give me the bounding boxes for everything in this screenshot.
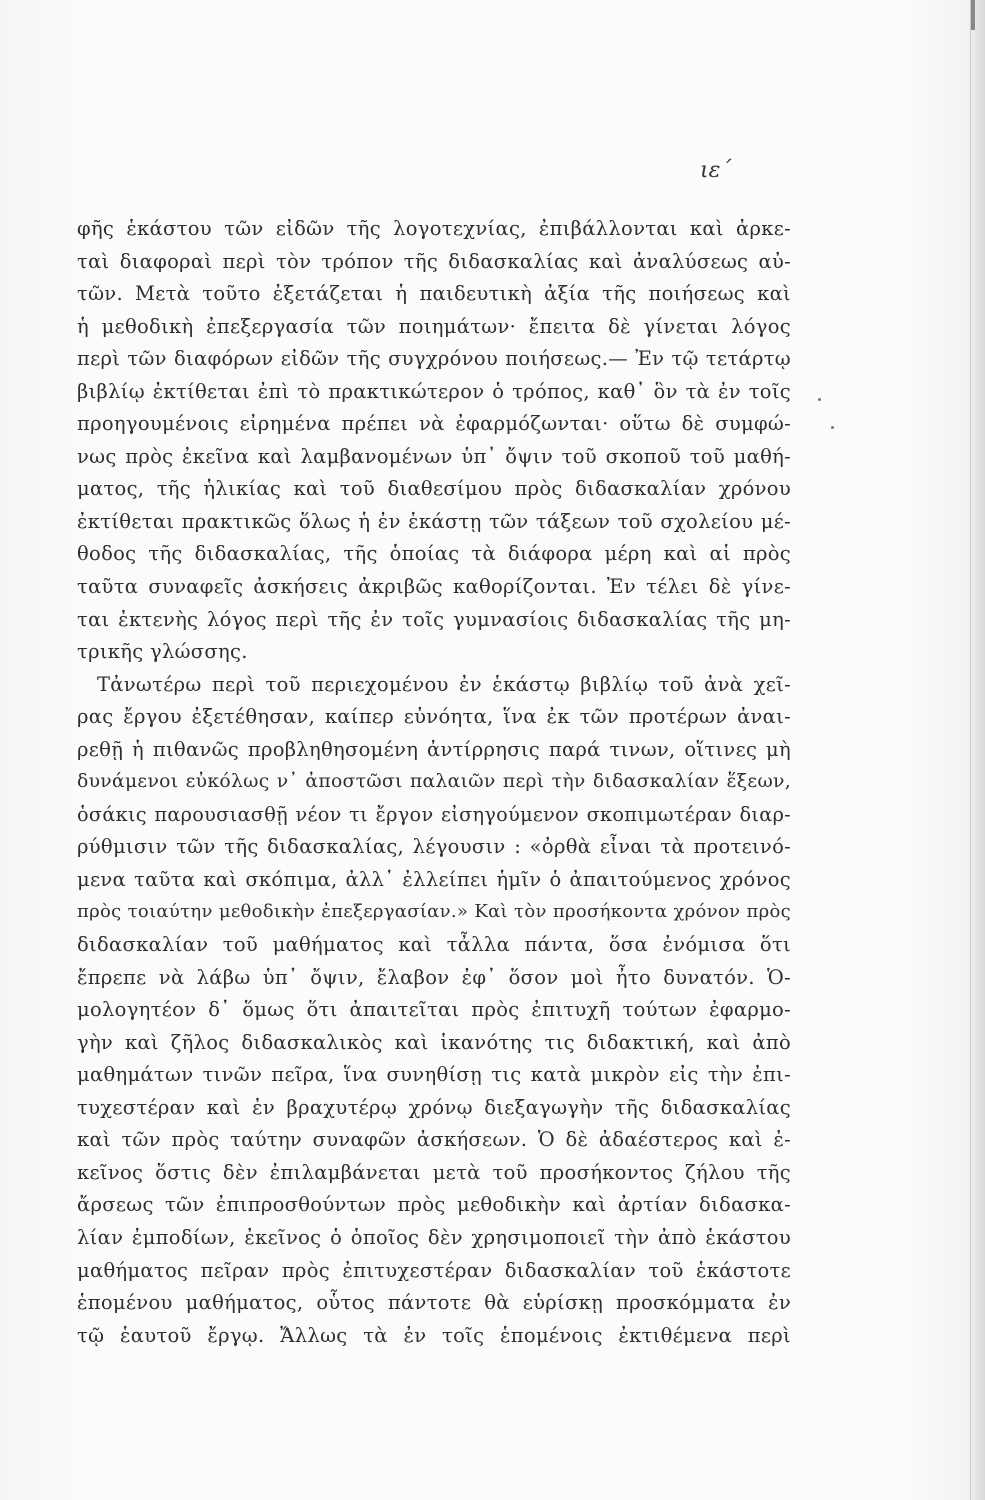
margin-speck [831,426,834,429]
text-line: τῷ ἑαυτοῦ ἔργῳ. Ἄλλως τὰ ἐν τοῖς ἑπομένοις ἐκτιθέμενα περὶ [77,1323,791,1347]
page-edge-line [970,0,971,1500]
body-text [77,213,791,1352]
text-line: καὶ τῶν πρὸς ταύτην συναφῶν ἀσκήσεων. Ὁ δὲ ἀδαέστερος καὶ ἐ- [77,1128,791,1152]
text-line: ἑπομένου μαθήματος, οὗτος πάντοτε θὰ εὑρίσκῃ προσκόμματα ἐν [77,1291,791,1315]
text-line: διδασκαλίαν τοῦ μαθήματος καὶ τἆλλα πάντα, ὅσα ἐνόμισα ὅτι [77,933,791,957]
text-line: μενα ταῦτα καὶ σκόπιμα, ἀλλ᾽ ἐλλείπει ἡμῖν ὁ ἀπαιτούμενος χρόνος [77,867,791,891]
text-line: μολογητέον δ᾽ ὅμως ὅτι ἀπαιτεῖται πρὸς ἐπιτυχῆ τούτων ἐφαρμο- [77,998,791,1022]
margin-speck [818,398,821,401]
text-line: τυχεστέραν καὶ ἐν βραχυτέρῳ χρόνῳ διεξαγωγὴν τῆς διδασκαλίας [77,1095,791,1119]
text-line: πρὸς τοιαύτην μεθοδικὴν ἐπεξεργασίαν.» Καὶ τὸν προσήκοντα χρόνον πρὸς [77,901,791,923]
text-line: ἔπρεπε νὰ λάβω ὑπ᾽ ὄψιν, ἔλαβον ἐφ᾽ ὅσον μοὶ ἦτο δυνατόν. Ὁ- [77,965,791,989]
paragraph-1 [77,213,791,669]
text-line: νως πρὸς ἐκεῖνα καὶ λαμβανομένων ὑπ᾽ ὄψιν τοῦ σκοποῦ τοῦ μαθή- [77,444,791,468]
text-line: λίαν ἐμποδίων, ἐκεῖνος ὁ ὁποῖος δὲν χρησιμοποιεῖ τὴν ἀπὸ ἑκάστου [77,1225,791,1249]
text-line: ταὶ διαφοραὶ περὶ τὸν τρόπον τῆς διδασκαλίας καὶ ἀναλύσεως αὐ- [77,249,791,273]
text-line: θοδος τῆς διδασκαλίας, τῆς ὁποίας τὰ διάφορα μέρη καὶ αἱ πρὸς [77,542,791,566]
text-line: ὁσάκις παρουσιασθῇ νέον τι ἔργον εἰσηγούμενον σκοπιμωτέραν διαρ- [77,802,791,826]
text-line: ματος, τῆς ἡλικίας καὶ τοῦ διαθεσίμου πρὸς διδασκαλίαν χρόνου [77,477,791,501]
text-line: γὴν καὶ ζῆλος διδασκαλικὸς καὶ ἱκανότης τις διδακτική, καὶ ἀπὸ [77,1030,791,1054]
page-edge [969,0,985,1500]
text-line: δυνάμενοι εὐκόλως ν᾽ ἀποστῶσι παλαιῶν περὶ τὴν διδασκαλίαν ἕξεων, [77,771,791,793]
text-line: ἡ μεθοδικὴ ἐπεξεργασία τῶν ποιημάτων· ἔπειτα δὲ γίνεται λόγος [77,314,791,338]
text-line: Τἀνωτέρω περὶ τοῦ περιεχομένου ἐν ἑκάστῳ βιβλίῳ τοῦ ἀνὰ χεῖ- [97,672,791,696]
paragraph-2 [77,669,791,1352]
text-line: μαθημάτων τινῶν πεῖρα, ἵνα συνηθίσῃ τις κατὰ μικρὸν εἰς τὴν ἐπι- [77,1063,791,1087]
text-line: βιβλίῳ ἐκτίθεται ἐπὶ τὸ πρακτικώτερον ὁ τρόπος, καθ᾽ ὃν τὰ ἐν τοῖς [77,379,791,403]
text-line: φῆς ἑκάστου τῶν εἰδῶν τῆς λογοτεχνίας, ἐπιβάλλονται καὶ ἀρκε- [77,217,791,240]
text-line: ταῦτα συναφεῖς ἀσκήσεις ἀκριβῶς καθορίζονται. Ἐν τέλει δὲ γίνε- [77,575,791,599]
text-line: ρεθῇ ἡ πιθανῶς προβληθησομένη ἀντίρρησις παρά τινων, οἵτινες μὴ [77,737,791,761]
text-line: ρύθμισιν τῶν τῆς διδασκαλίας, λέγουσιν : «ὀρθὰ εἶναι τὰ προτεινό- [77,835,791,859]
scan-mark [971,0,975,30]
text-line: ἄρσεως τῶν ἐπιπροσθούντων πρὸς μεθοδικὴν καὶ ἀρτίαν διδασκα- [77,1193,791,1217]
text-line: περὶ τῶν διαφόρων εἰδῶν τῆς συγχρόνου ποιήσεως.— Ἐν τῷ τετάρτῳ [77,347,791,371]
text-line: προηγουμένοις εἰρημένα πρέπει νὰ ἐφαρμόζωνται· οὕτω δὲ συμφώ- [77,412,791,436]
text-line: τρικῆς γλώσσης. [77,640,248,664]
page-number: ιε΄ [700,158,732,183]
text-line: ται ἐκτενὴς λόγος περὶ τῆς ἐν τοῖς γυμνασίοις διδασκαλίας τῆς μη- [77,607,791,631]
text-line: τῶν. Μετὰ τοῦτο ἐξετάζεται ἡ παιδευτικὴ ἀξία τῆς ποιήσεως καὶ [77,282,791,306]
text-line: ἐκτίθεται πρακτικῶς ὅλως ἡ ἐν ἑκάστῃ τῶν τάξεων τοῦ σχολείου μέ- [77,509,791,533]
text-line: ρας ἔργου ἐξετέθησαν, καίπερ εὐνόητα, ἵνα ἐκ τῶν προτέρων ἀναι- [77,705,791,729]
text-line: μαθήματος πεῖραν πρὸς ἐπιτυχεστέραν διδασκαλίαν τοῦ ἑκάστοτε [77,1258,791,1282]
text-line: κεῖνος ὅστις δὲν ἐπιλαμβάνεται μετὰ τοῦ προσήκοντος ζήλου τῆς [77,1160,791,1184]
